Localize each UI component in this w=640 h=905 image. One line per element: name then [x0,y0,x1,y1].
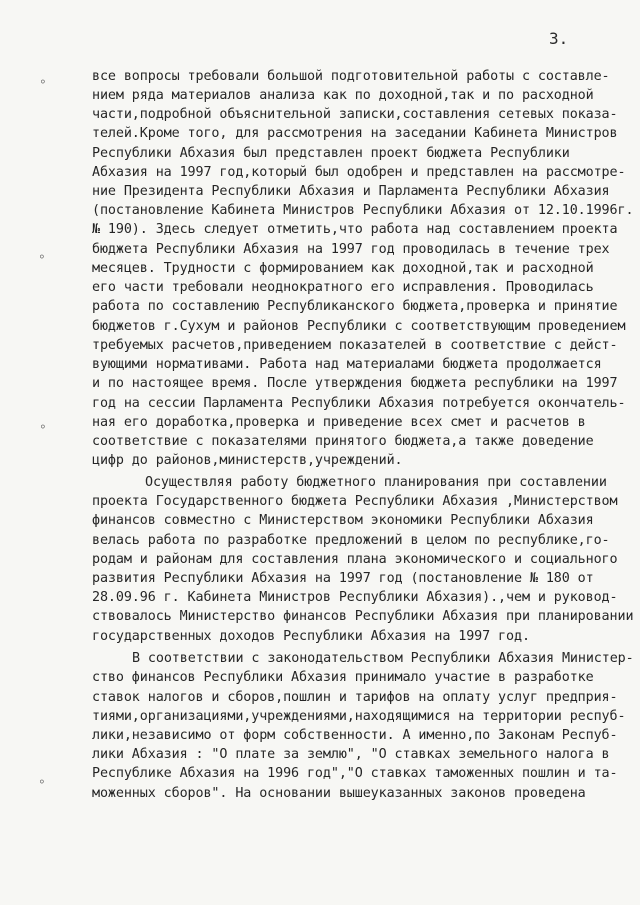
text-line: и по настоящее время. После утверждения бюджета республики на 1997 [92,376,618,391]
text-line: бюджета Республики Абхазия на 1997 год проводилась в течение трех [92,242,610,257]
text-line: вующими нормативами. Работа над материалами бюджета продолжается [92,357,602,372]
text-line: части,подробной объяснительной записки,составления сетевых показа- [92,107,618,122]
text-line: ставок налогов и сборов,пошлин и тарифов на оплату услуг предприя- [92,690,618,705]
text-line: год на сессии Парламента Республики Абхазия потребуется окончатель- [92,396,626,411]
text-line: финансов совместно с Министерством экономики Республики Абхазия [92,513,594,528]
text-line: нием ряда материалов анализа как по доходной,так и по расходной [92,88,594,103]
text-line: ство финансов Республики Абхазия принимало участие в разработке [92,670,594,685]
text-line: ствовалось Министерство финансов Республики Абхазия при планировании [92,609,634,624]
text-line: Абхазия на 1997 год,который был одобрен и представлен на рассмотре- [92,165,626,180]
binding-hole-mark: ⸰ [39,777,45,788]
text-line: лики,независимо от форм собственности. А именно,по Законам Респуб- [92,728,618,743]
text-line: государственных доходов Республики Абхазия на 1997 год. [92,629,530,644]
binding-hole-mark: ⸰ [39,252,45,263]
text-line: Осуществляя работу бюджетного планирования при составлении [145,475,607,490]
text-line: велась работа по разработке предложений в целом по республике,го- [92,533,610,548]
text-line: моженных сборов". На основании вышеуказанных законов проведена [92,786,586,801]
text-line: все вопросы требовали большой подготовительной работы с составле- [92,69,610,84]
text-line: Республике Абхазия на 1996 год","О ставках таможенных пошлин и та- [92,766,618,781]
text-line: 28.09.96 г. Кабинета Министров Республики Абхазия).,чем и руковод- [92,590,618,605]
text-line: его части требовали неоднократного его исправления. Проводилась [92,280,594,295]
page-number: 3. [549,29,569,48]
text-line: проекта Государственного бюджета Республики Абхазия ,Министерством [92,494,618,509]
text-line: работа по составлению Республиканского бюджета,проверка и принятие [92,299,618,314]
text-line: требуемых расчетов,приведением показателей в соответствие с дейст- [92,338,618,353]
text-line: В соответствии с законодательством Республики Абхазия Министер- [132,651,634,666]
binding-hole-mark: ⸰ [40,77,46,88]
text-line: лики Абхазия : "О плате за землю", "О ставках земельного налога в [92,747,610,762]
text-line: цифр до районов,министерств,учреждений. [92,453,403,468]
text-line: родам и районам для составления плана экономического и социального [92,552,618,567]
text-line: телей.Кроме того, для рассмотрения на заседании Кабинета Министров [92,126,618,141]
text-line: бюджетов г.Сухум и районов Республики с соответствующим проведением [92,319,626,334]
text-line: Республики Абхазия был представлен проект бюджета Республики [92,146,570,161]
text-line: развития Республики Абхазия на 1997 год (постановление № 180 от [92,571,594,586]
text-line: месяцев. Трудности с формированием как доходной,так и расходной [92,261,594,276]
text-line: ная его доработка,проверка и приведение всех смет и расчетов в [92,415,586,430]
text-line: (постановление Кабинета Министров Республики Абхазия от 12.10.1996г. [92,203,634,218]
text-line: соответствие с показателями принятого бюджета,а также доведение [92,434,594,449]
text-line: тиями,организациями,учреждениями,находящимися на территории респуб- [92,709,626,724]
text-line: ние Президента Республики Абхазия и Парламента Республики Абхазия [92,184,610,199]
binding-hole-mark: ⸰ [40,422,46,433]
text-line: № 190). Здесь следует отметить,что работа над составлением проекта [92,222,618,237]
